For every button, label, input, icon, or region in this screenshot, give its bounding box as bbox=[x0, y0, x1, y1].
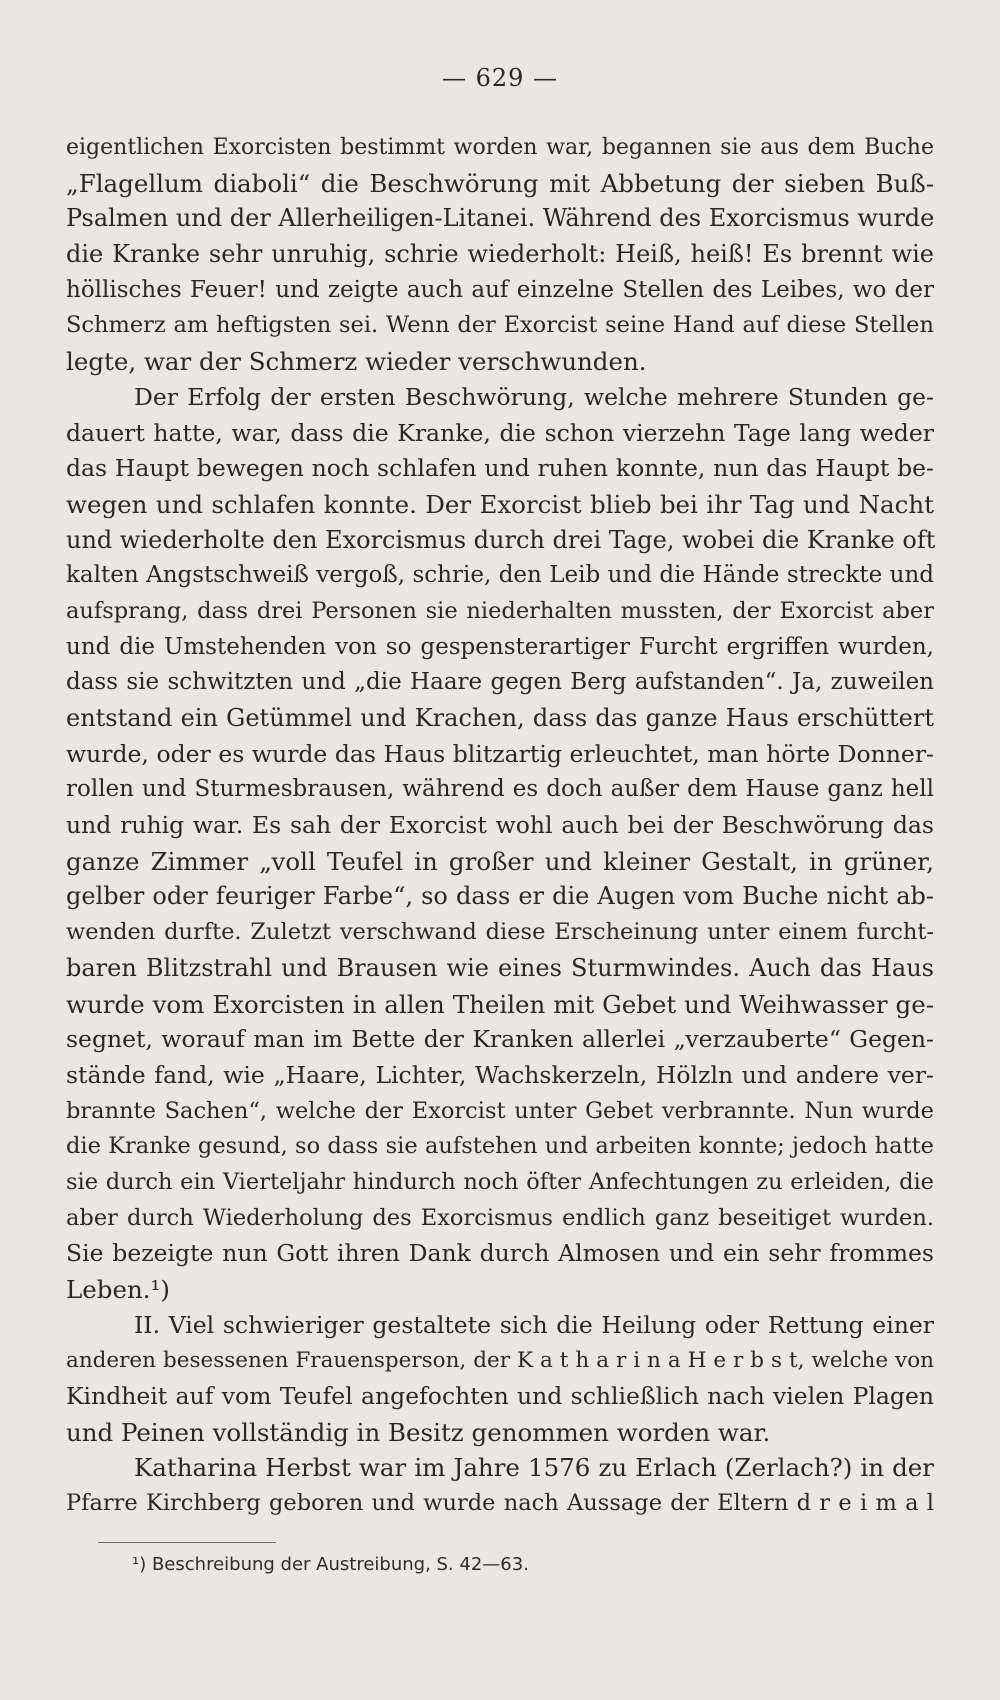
text-line: segnet, worauf man im Bette der Kranken allerlei „verzauberte“ Gegen- bbox=[66, 1025, 934, 1054]
text-line: die Kranke sehr unruhig, schrie wiederholt: Heiß, heiß! Es brennt wie bbox=[66, 240, 934, 269]
body-text bbox=[66, 130, 934, 1522]
text-line: Psalmen und der Allerheiligen-Litanei. Während des Exorcismus wurde bbox=[66, 204, 935, 233]
text-line: wegen und schlafen konnte. Der Exorcist blieb bei ihr Tag und Nacht bbox=[66, 489, 934, 519]
text-line: dauert hatte, war, dass die Kranke, die schon vierzehn Tage lang weder bbox=[66, 418, 934, 447]
text-line: die Kranke gesund, so dass sie aufstehen und arbeiten konnte; jedoch hatte bbox=[66, 1133, 934, 1160]
text-line: aber durch Wiederholung des Exorcismus endlich ganz beseitiget wurden. bbox=[66, 1204, 934, 1231]
text-line: eigentlichen Exorcisten bestimmt worden war, begannen sie aus dem Buche bbox=[66, 135, 934, 160]
text-line: baren Blitzstrahl und Brausen wie eines Sturmwindes. Auch das Haus bbox=[66, 953, 934, 982]
footnote: ¹) Beschreibung der Austreibung, S. 42—63. bbox=[132, 1554, 529, 1575]
text-line: aufsprang, dass drei Personen sie niederhalten mussten, der Exorcist aber bbox=[66, 597, 934, 624]
text-line: stände fand, wie „Haare, Lichter, Wachskerzeln, Hölzln und andere ver- bbox=[66, 1060, 934, 1089]
text-line: Sie bezeigte nun Gott ihren Dank durch Almosen und ein sehr frommes bbox=[66, 1239, 934, 1268]
text-line: anderen besessenen Frauensperson, der K a t h a r i n a H e r b s t, welche von bbox=[66, 1348, 934, 1374]
text-line: Pfarre Kirchberg geboren und wurde nach Aussage der Eltern d r e i m a l bbox=[66, 1490, 934, 1517]
text-line: wurde, oder es wurde das Haus blitzartig erleuchtet, man hörte Donner- bbox=[66, 739, 934, 768]
text-line: und wiederholte den Exorcismus durch drei Tage, wobei die Kranke oft bbox=[66, 525, 936, 554]
text-line: „Flagellum diaboli“ die Beschwörung mit Abbetung der sieben Buß- bbox=[66, 168, 934, 198]
text-line: wurde vom Exorcisten in allen Theilen mit Gebet und Weihwasser ge- bbox=[66, 989, 934, 1019]
text-line: ganze Zimmer „voll Teufel in großer und kleiner Gestalt, in grüner, bbox=[66, 846, 934, 876]
text-line: Schmerz am heftigsten sei. Wenn der Exorcist seine Hand auf diese Stellen bbox=[66, 312, 934, 339]
text-line: und Peinen vollständig in Besitz genommen worden war. bbox=[66, 1417, 771, 1447]
text-line: wenden durfte. Zuletzt verschwand diese Erscheinung unter einem furcht- bbox=[66, 919, 934, 946]
text-line: dass sie schwitzten und „die Haare gegen Berg aufstanden“. Ja, zuweilen bbox=[66, 669, 934, 696]
text-line: und ruhig war. Es sah der Exorcist wohl auch bei der Beschwörung das bbox=[66, 811, 934, 840]
text-line: sie durch ein Vierteljahr hindurch noch öfter Anfechtungen zu erleiden, die bbox=[66, 1168, 934, 1195]
text-line: höllisches Feuer! und zeigte auch auf einzelne Stellen des Leibes, wo der bbox=[66, 276, 934, 303]
text-line: legte, war der Schmerz wieder verschwunden. bbox=[66, 347, 647, 377]
text-line: kalten Angstschweiß vergoß, schrie, den Leib und die Hände streckte und bbox=[66, 562, 934, 589]
text-line: und die Umstehenden von so gespensterartiger Furcht ergriffen wurden, bbox=[66, 633, 934, 660]
text-line: brannte Sachen“, welche der Exorcist unter Gebet verbrannte. Nun wurde bbox=[66, 1097, 934, 1124]
text-line: Kindheit auf vom Teufel angefochten und schließlich nach vielen Plagen bbox=[66, 1382, 934, 1411]
footnote-divider bbox=[98, 1542, 276, 1543]
paragraph-first-line: Der Erfolg der ersten Beschwörung, welche mehrere Stunden ge- bbox=[134, 382, 934, 411]
page-number: — 629 — bbox=[441, 64, 559, 92]
text-line: entstand ein Getümmel und Krachen, dass das ganze Haus erschüttert bbox=[66, 704, 934, 732]
text-line: Leben.¹) bbox=[66, 1275, 170, 1304]
paragraph-first-line: Katharina Herbst war im Jahre 1576 zu Erlach (Zerlach?) in der bbox=[134, 1453, 934, 1483]
text-line: das Haupt bewegen noch schlafen und ruhen konnte, nun das Haupt be- bbox=[66, 454, 934, 483]
text-line: rollen und Sturmesbrausen, während es doch außer dem Hause ganz hell bbox=[66, 776, 934, 803]
paragraph-first-line: II. Viel schwieriger gestaltete sich die Heilung oder Rettung einer bbox=[134, 1310, 934, 1339]
text-line: gelber oder feuriger Farbe“, so dass er die Augen vom Buche nicht ab- bbox=[66, 882, 934, 911]
